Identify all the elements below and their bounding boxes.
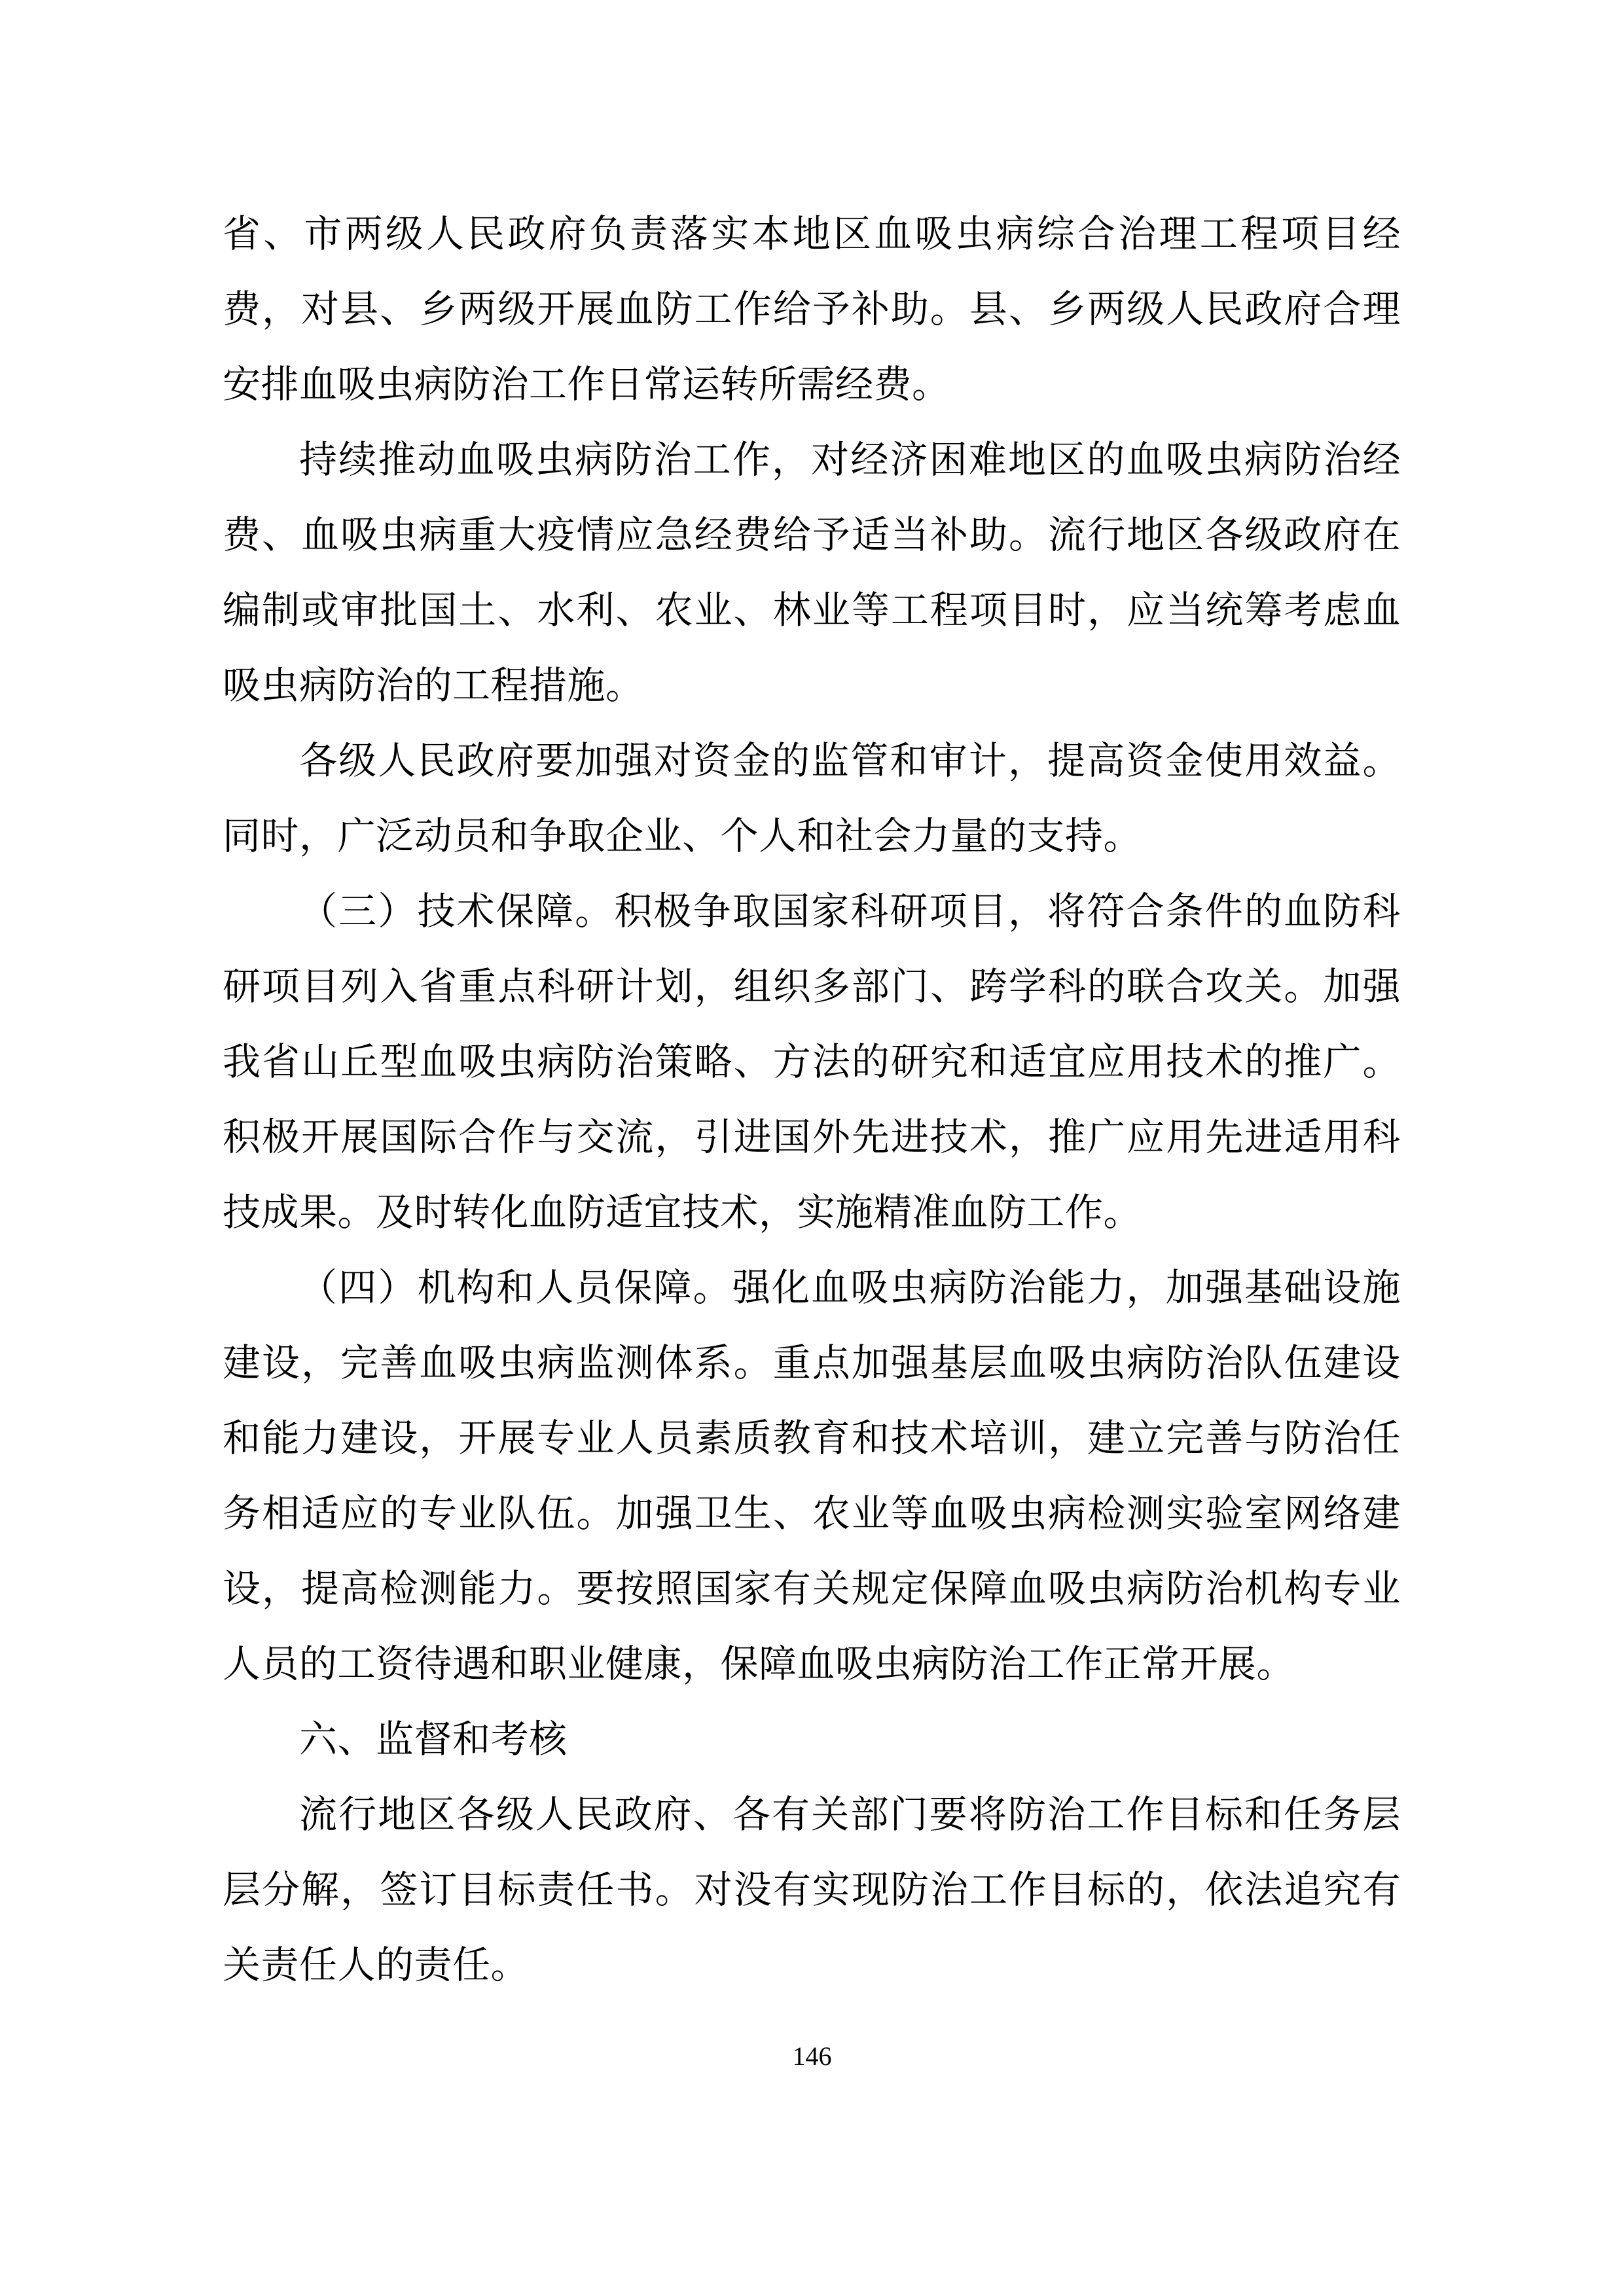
paragraph: （四）机构和人员保障。强化血吸虫病防治能力，加强基础设施建设，完善血吸虫病监测体系。重点加强基层血吸虫病防治队伍建设和能力建设，开展专业人员素质教育和技术培训，建立完善与防治任务相适应的专业队伍。加强卫生、农业等血吸虫病检测实验室网络建设，提高检测能力。要按照国家有关规定保障血吸虫病防治机构专业人员的工资待遇和职业健康，保障血吸虫病防治工作正常开展。 <box>223 1266 1401 1685</box>
paragraph: 持续推动血吸虫病防治工作，对经济困难地区的血吸虫病防治经费、血吸虫病重大疫情应急经费给予适当补助。流行地区各级政府在编制或审批国土、水利、农业、林业等工程项目时，应当统筹考虑血吸虫病防治的工程措施。 <box>223 439 1401 707</box>
paragraph: （三）技术保障。积极争取国家科研项目，将符合条件的血防科研项目列入省重点科研计划，组织多部门、跨学科的联合攻关。加强我省山丘型血吸虫病防治策略、方法的研究和适宜应用技术的推广。积极开展国际合作与交流，引进国外先进技术，推广应用先进适用科技成果。及时转化血防适宜技术，实施精准血防工作。 <box>223 890 1401 1234</box>
paragraph: 六、监督和考核 <box>299 1718 568 1761</box>
page-number: 146 <box>792 2041 832 2071</box>
paragraph: 流行地区各级人民政府、各有关部门要将防治工作目标和任务层层分解，签订目标责任书。对没有实现防治工作目标的，依法追究有关责任人的责任。 <box>223 1793 1401 1986</box>
document-body <box>223 196 1401 2003</box>
paragraph: 各级人民政府要加强对资金的监管和审计，提高资金使用效益。同时，广泛动员和争取企业、个人和社会力量的支持。 <box>223 740 1401 857</box>
paragraph: 省、市两级人民政府负责落实本地区血吸虫病综合治理工程项目经费，对县、乡两级开展血防工作给予补助。县、乡两级人民政府合理安排血吸虫病防治工作日常运转所需经费。 <box>223 213 1401 406</box>
